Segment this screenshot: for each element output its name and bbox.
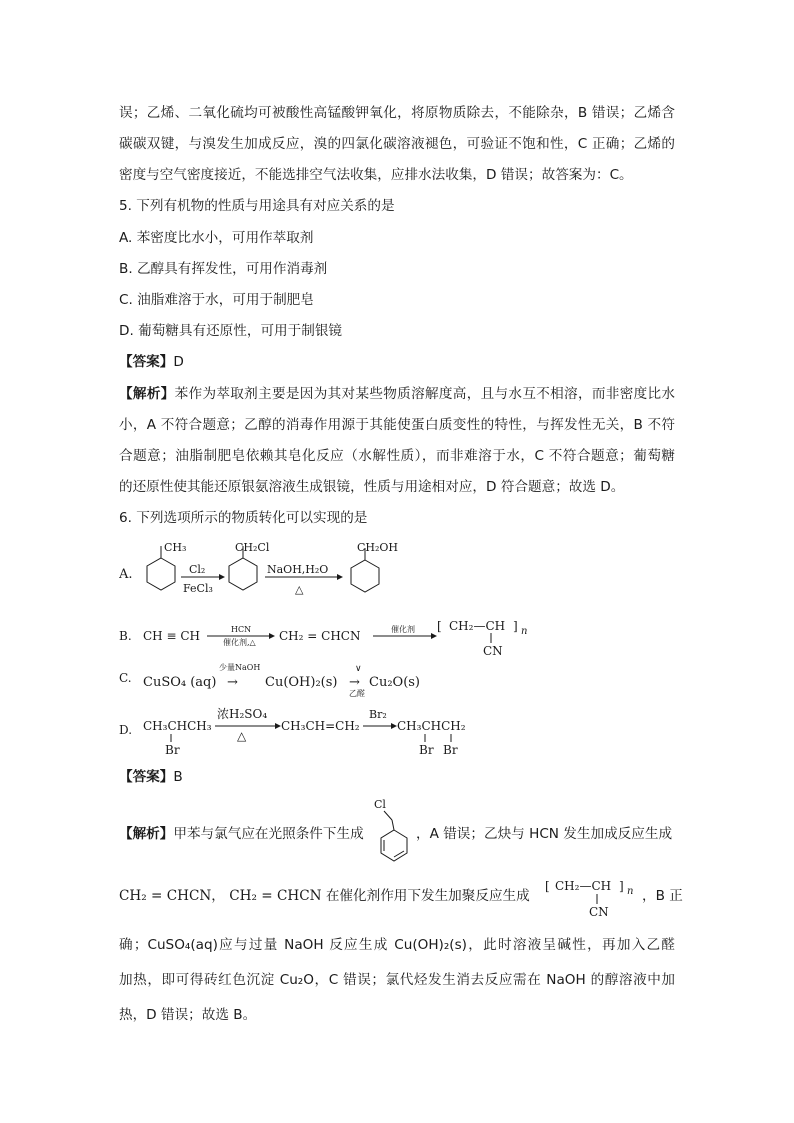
benzyl-chloride-structure bbox=[372, 796, 416, 870]
q5-option-a: A. 苯密度比水小，可用作萃取剂 bbox=[119, 230, 314, 246]
q6-d-product1: CH₃CH=CH₂ bbox=[281, 719, 360, 733]
q6-d-product2: CH₃CHCH₂ bbox=[397, 719, 466, 733]
q6-analysis-line2-post: ，B 正 bbox=[642, 888, 683, 904]
para1-line3: 密度与空气密度接近，不能选排空气法收集，应排水法收集，D 错误；故答案为：C。 bbox=[119, 167, 633, 183]
q6-a-sub3: CH₂OH bbox=[357, 541, 399, 554]
q6-a-cond1-top: Cl₂ bbox=[189, 563, 206, 576]
q5-stem: 5. 下列有机物的性质与用途具有对应关系的是 bbox=[119, 198, 395, 214]
q6-b-cond2-top: 催化剂 bbox=[391, 625, 415, 634]
benzene-ring-3 bbox=[351, 548, 379, 592]
poly2-cn: CN bbox=[589, 905, 609, 919]
svg-text:→: → bbox=[227, 675, 238, 690]
svg-text:[: [ bbox=[437, 619, 442, 633]
q6-b-product1: CH₂ = CHCN bbox=[279, 629, 361, 643]
q6-d-product2-br2: Br bbox=[443, 743, 458, 757]
q6-analysis-text1-pre: 甲苯与氯气应在光照条件下生成 bbox=[173, 826, 364, 842]
para1-line1: 误；乙烯、二氧化硫均可被酸性高锰酸钾氧化，将原物质除去，不能除杂，B 错误；乙烯含 bbox=[119, 105, 675, 121]
q6-b-polymer: CH₂—CH bbox=[449, 619, 506, 633]
q6-analysis-line4: 加热，即可得砖红色沉淀 Cu₂O，C 错误；氯代烃发生消去反应需在 NaOH 的醇溶液中加 bbox=[119, 972, 675, 988]
q6-answer-label: 【答案】 bbox=[119, 769, 174, 785]
q6-c-cond1-top: 少量NaOH bbox=[219, 663, 261, 672]
q6-c-cond2-top: ∨ bbox=[355, 664, 362, 674]
q6-analysis-line3: 确；CuSO₄(aq)应与过量 NaOH 反应生成 Cu(OH)₂(s)，此时溶液呈碱性，再加入乙醛 bbox=[119, 937, 675, 953]
q6-c-cond2-bot: 乙醛 bbox=[349, 689, 365, 698]
q5-answer bbox=[119, 352, 184, 372]
q5-option-c: C. 油脂难溶于水，可用于制肥皂 bbox=[119, 292, 314, 308]
svg-text:→: → bbox=[349, 675, 360, 690]
cl-label: Cl bbox=[374, 798, 386, 811]
q6-d-reactant-br: Br bbox=[165, 743, 180, 757]
q6-d-cond2-top: Br₂ bbox=[369, 708, 387, 721]
poly2-main: CH₂—CH bbox=[555, 879, 612, 893]
q6-b-polymer-cn: CN bbox=[483, 644, 503, 658]
q5-answer-label: 【答案】 bbox=[119, 354, 174, 370]
para1-line2: 碳碳双键，与溴发生加成反应，溴的四氯化碳溶液褪色，可验证不饱和性，C 正确；乙烯的 bbox=[119, 136, 675, 152]
poly2-n: n bbox=[627, 886, 634, 897]
q6-b-cond1-top: HCN bbox=[231, 625, 252, 634]
q5-option-d: D. 葡萄糖具有还原性，可用于制银镜 bbox=[119, 323, 343, 339]
q6-d-label: D. bbox=[119, 723, 133, 737]
q6-a-cond2-bot: △ bbox=[295, 583, 304, 596]
svg-text:]: ] bbox=[619, 879, 624, 893]
q6-d-reactant: CH₃CHCH₃ bbox=[143, 719, 212, 733]
q6-a-cond1-bot: FeCl₃ bbox=[183, 582, 213, 595]
q6-option-b bbox=[119, 616, 559, 662]
q6-c-product1: Cu(OH)₂(s) bbox=[265, 675, 338, 690]
q6-c-label: C. bbox=[119, 671, 132, 685]
q6-c-product2: Cu₂O(s) bbox=[369, 675, 421, 690]
q6-analysis-line5: 热，D 错误；故选 B。 bbox=[119, 1007, 257, 1023]
svg-text:]: ] bbox=[513, 619, 518, 633]
q6-answer-value: B bbox=[173, 769, 183, 785]
svg-text:[: [ bbox=[545, 879, 550, 893]
q6-d-cond1-top: 浓H₂SO₄ bbox=[217, 707, 268, 721]
q5-answer-value: D bbox=[173, 354, 184, 370]
q5-analysis-label: 【解析】 bbox=[119, 386, 175, 402]
q6-a-sub1: CH₃ bbox=[164, 541, 187, 554]
q5-option-b: B. 乙醇具有挥发性，可用作消毒剂 bbox=[119, 261, 328, 277]
q6-answer bbox=[119, 767, 183, 787]
q6-b-cond1-bot: 催化剂,△ bbox=[223, 638, 256, 647]
q6-option-a bbox=[119, 536, 419, 610]
q6-d-product2-br1: Br bbox=[419, 743, 434, 757]
q6-analysis-text1-post: ，A 错误；乙炔与 HCN 发生加成反应生成 bbox=[416, 826, 673, 842]
polyacrylonitrile-structure bbox=[545, 874, 641, 924]
q6-a-label: A. bbox=[119, 567, 133, 582]
q5-analysis-line3: 合题意；油脂制肥皂依赖其皂化反应（水解性质），而非难溶于水，C 不符合题意；葡萄糖 bbox=[119, 448, 675, 464]
q5-analysis-line1 bbox=[119, 384, 675, 404]
q6-option-d bbox=[119, 702, 479, 764]
q5-analysis-line2: 小，A 不符合题意；乙醇的消毒作用源于其能使蛋白质变性的特性，与挥发性无关，B 不符 bbox=[119, 417, 675, 433]
q6-analysis-line2-pre: CH₂ = CHCN， CH₂ = CHCN 在催化剂作用下发生加聚反应生成 bbox=[119, 888, 530, 904]
q6-b-reactant: CH ≡ CH bbox=[143, 629, 200, 643]
q5-analysis-line4: 的还原性使其能还原银氨溶液生成银镜，性质与用途相对应，D 符合题意；故选 D。 bbox=[119, 479, 625, 495]
q6-b-label: B. bbox=[119, 629, 132, 643]
q6-a-sub2: CH₂Cl bbox=[235, 541, 270, 554]
q6-a-cond2-top: NaOH,H₂O bbox=[267, 563, 329, 576]
q5-analysis-text1: 苯作为萃取剂主要是因为其对某些物质溶解度高，且与水互不相溶，而非密度比水 bbox=[174, 386, 676, 402]
q6-analysis-line1 bbox=[119, 824, 364, 844]
q6-stem: 6. 下列选项所示的物质转化可以实现的是 bbox=[119, 510, 368, 526]
q6-c-reactant: CuSO₄ (aq) bbox=[143, 675, 217, 690]
q6-d-cond1-bot: △ bbox=[237, 729, 247, 743]
q6-option-c bbox=[119, 660, 459, 704]
q6-b-polymer-n: n bbox=[521, 626, 528, 637]
q6-analysis-label: 【解析】 bbox=[119, 826, 174, 842]
